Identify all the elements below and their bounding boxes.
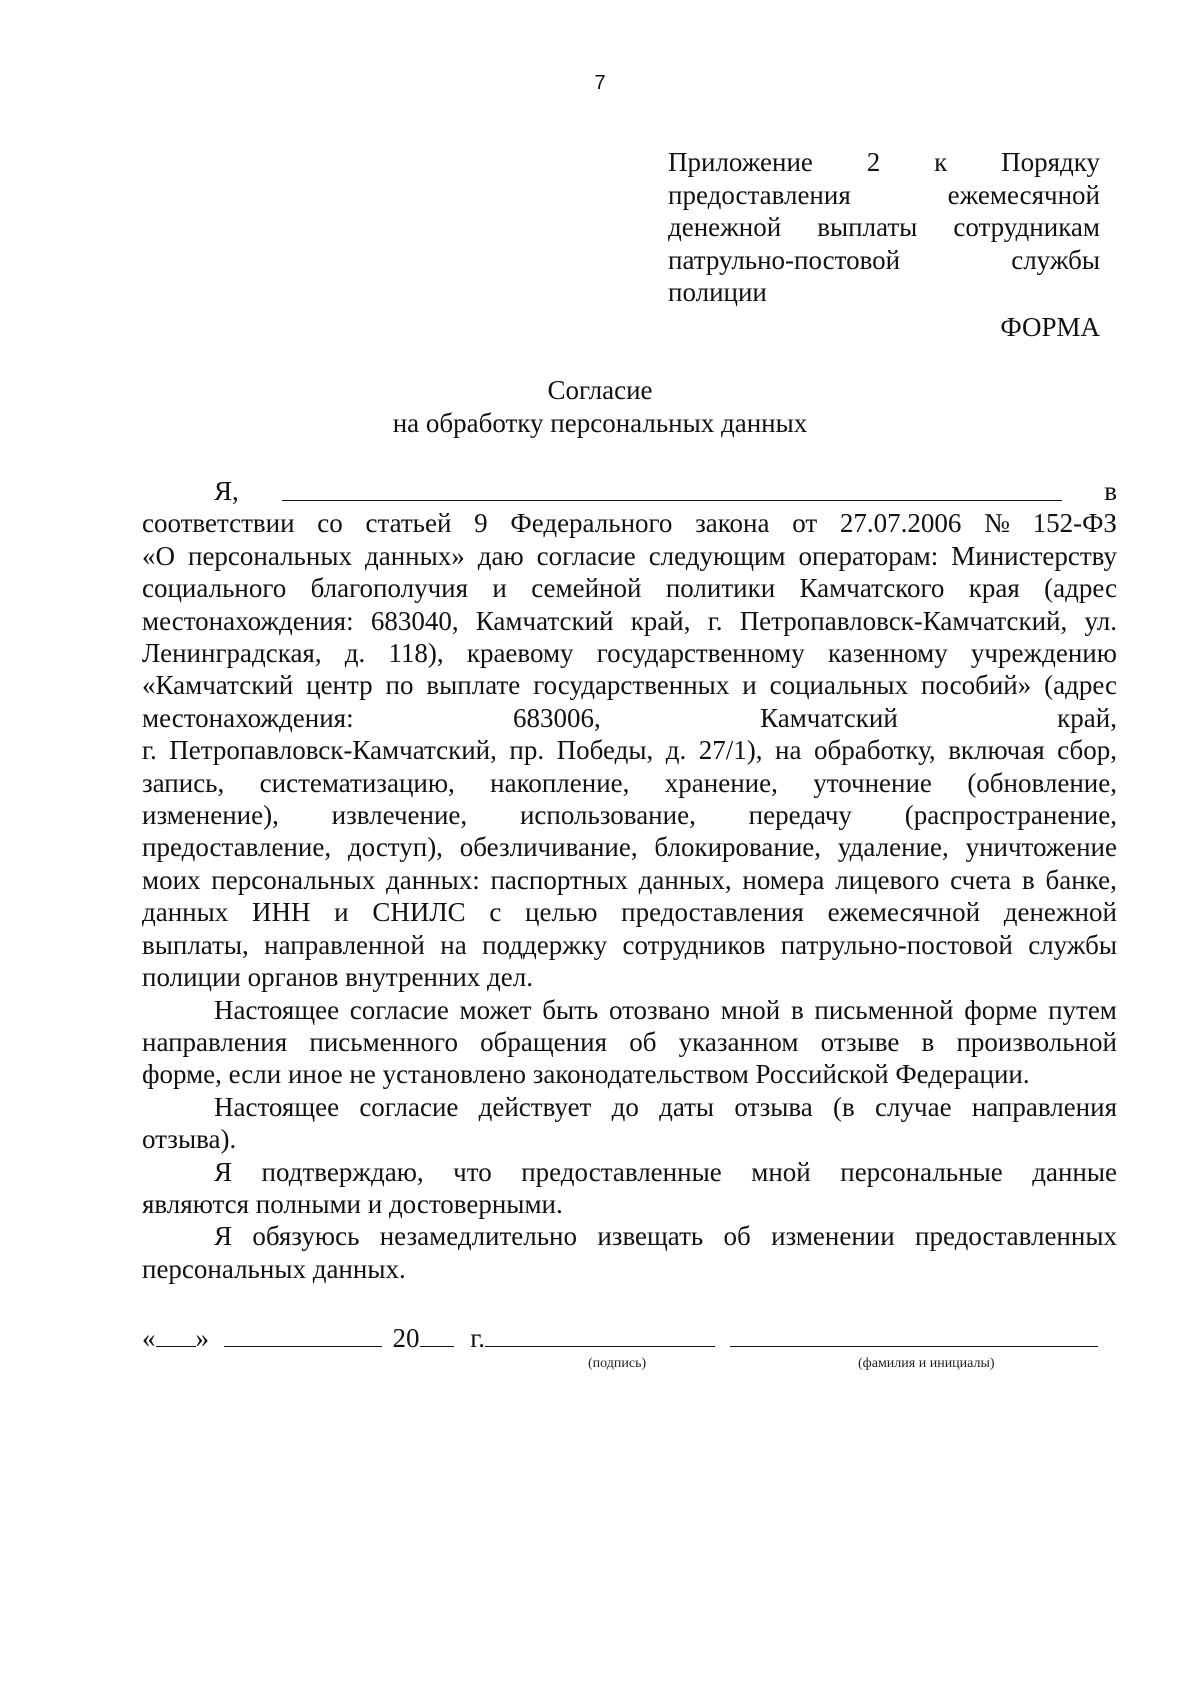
text-line: [142, 669, 1117, 701]
word: быть: [542, 994, 599, 1025]
word: счета: [950, 864, 1012, 895]
word: Ленинградская,: [142, 638, 322, 669]
word: пр.: [509, 735, 545, 766]
word: 152-ФЗ: [1032, 508, 1117, 539]
word: сбор,: [1057, 735, 1117, 766]
word: «О: [142, 540, 175, 571]
appendix-line: [668, 146, 1100, 179]
word: накопление,: [490, 767, 630, 798]
word: статьей: [365, 508, 452, 539]
signature-block: [142, 1322, 1117, 1354]
word: мной: [720, 994, 781, 1025]
text-line-last: персональных данных.: [142, 1253, 406, 1284]
word: учреждению: [970, 638, 1117, 669]
month-blank[interactable]: [224, 1322, 382, 1347]
text-line: [142, 507, 1117, 539]
word: денежной: [1003, 897, 1117, 928]
appendix-word: Порядку: [1001, 147, 1100, 177]
word: (адрес: [1044, 670, 1117, 701]
text-line-last: полиции органов внутренних дел.: [142, 962, 533, 993]
appendix-word: денежной: [668, 212, 782, 242]
word: предоставленные: [521, 1156, 722, 1187]
word: Победы,: [556, 735, 654, 766]
word: ежемесячной: [827, 897, 981, 928]
word: Я: [214, 1156, 233, 1187]
word: 118),: [388, 638, 444, 669]
appendix-word: выплаты: [817, 212, 918, 242]
appendix-line: [668, 179, 1100, 212]
text-line: [142, 605, 1117, 637]
word: казенному: [827, 638, 948, 669]
word: Камчатский: [760, 702, 898, 733]
word: передачу: [748, 800, 852, 831]
word: операторам:: [798, 540, 939, 571]
word: извещать: [597, 1221, 704, 1252]
word: краевому: [466, 638, 574, 669]
word: Федерального: [510, 508, 673, 539]
text-line: [142, 929, 1117, 961]
year-prefix: 20: [392, 1323, 420, 1353]
word: 9: [474, 508, 488, 539]
word: подтверждаю,: [261, 1156, 424, 1187]
word: край,: [630, 605, 691, 636]
text-line: [142, 637, 1117, 669]
word: (адрес: [1044, 573, 1117, 604]
word: изменение),: [142, 800, 279, 831]
text-line: [142, 540, 1117, 572]
word: выплате: [426, 670, 521, 701]
word: (обновление,: [967, 767, 1117, 798]
word: и: [492, 573, 507, 604]
word: край,: [1057, 702, 1117, 733]
appendix-word: Приложение: [668, 147, 813, 177]
word: предоставление,: [142, 832, 332, 863]
text-line: [142, 1220, 1117, 1252]
title-line-2: на обработку персональных данных: [392, 407, 808, 438]
page-number: 7: [594, 72, 606, 94]
word: от: [792, 508, 818, 539]
year-blank[interactable]: [420, 1322, 454, 1347]
text-line-last: отзыва).: [142, 1124, 237, 1155]
word: патрульно-постовой: [780, 929, 1013, 960]
word: СНИЛС: [372, 897, 466, 928]
year-suffix: г.: [470, 1323, 486, 1353]
text-line: [142, 702, 1117, 734]
word: персональных: [211, 864, 376, 895]
word: обязуюсь: [252, 1221, 360, 1252]
word: 27.07.2006: [839, 508, 962, 539]
document-title: [0, 374, 1200, 439]
word: Министерству: [951, 540, 1117, 571]
text-line: [142, 1091, 1117, 1123]
word: в: [921, 1026, 935, 1057]
word: персональные: [840, 1156, 1003, 1187]
text-line-last: форме, если иное не установлено законодательством Российской Федерации.: [142, 1059, 1030, 1090]
word: удаление,: [837, 832, 949, 863]
word: в: [790, 994, 804, 1025]
word: в: [1022, 864, 1035, 895]
appendix-word: службы: [1011, 244, 1100, 275]
word: моих: [142, 864, 201, 895]
paragraphs: [142, 507, 1117, 1285]
word: Настоящее: [214, 1091, 340, 1122]
word: путем: [1048, 994, 1117, 1025]
word: семейной: [531, 573, 642, 604]
word: предоставленных: [915, 1221, 1117, 1252]
appendix-word: 2: [866, 147, 881, 177]
word: согласие: [536, 540, 636, 571]
text-line: [142, 1156, 1117, 1188]
word: банке,: [1045, 864, 1117, 895]
word: отзыва: [734, 1091, 813, 1122]
word: по: [385, 670, 414, 701]
text-line-last: являются полными и достоверными.: [142, 1188, 563, 1219]
word: согласие: [359, 1091, 459, 1122]
word: Камчатский: [475, 605, 614, 636]
word: может: [459, 994, 532, 1025]
appendix-line: [668, 211, 1100, 244]
text-line: [142, 1026, 1117, 1058]
appendix-word: патрульно-постовой: [668, 244, 901, 275]
appendix-word: сотрудникам: [953, 212, 1100, 242]
word: №: [984, 508, 1010, 539]
word: ул.: [1084, 605, 1117, 636]
quote-open: «: [142, 1323, 156, 1353]
word: что: [453, 1156, 492, 1187]
appendix-word: полиции: [668, 277, 767, 307]
word: Петропавловск-Камчатский,: [169, 735, 497, 766]
quote-close: »: [195, 1323, 209, 1353]
word: обработку,: [813, 735, 936, 766]
word: направления: [971, 1091, 1117, 1122]
word: хранение,: [664, 767, 778, 798]
word: Настоящее: [214, 994, 340, 1025]
text-line: [142, 799, 1117, 831]
word: случае: [875, 1091, 952, 1122]
word: незамедлительно: [379, 1221, 578, 1252]
word: выплаты,: [142, 929, 249, 960]
word: форме: [964, 994, 1038, 1025]
word: пособий»: [920, 670, 1032, 701]
word: персональных: [188, 540, 352, 571]
word: Я: [214, 1221, 233, 1252]
consent-body: [142, 475, 1117, 1285]
word: обезличивание,: [459, 832, 638, 863]
word: письменного: [309, 1026, 458, 1057]
full-name-blank[interactable]: [282, 475, 1062, 501]
word: направления: [142, 1026, 288, 1057]
word: государственных: [533, 670, 730, 701]
word: об: [723, 1221, 751, 1252]
appendix-line: [668, 276, 1100, 309]
word: предоставления: [621, 897, 804, 928]
word: блокирование,: [654, 832, 822, 863]
word: обращения: [480, 1026, 607, 1057]
word: систематизацию,: [259, 767, 455, 798]
text-line: [142, 734, 1117, 766]
signature-caption: (подпись): [588, 1356, 647, 1371]
word: извлечение,: [331, 800, 468, 831]
day-blank[interactable]: [156, 1322, 196, 1347]
name-blank[interactable]: [730, 1322, 1098, 1347]
word: ИНН: [251, 897, 311, 928]
word: с: [489, 897, 502, 928]
word: 683006,: [512, 702, 601, 733]
appendix-word: ежемесячной: [947, 179, 1100, 210]
word: уточнение: [813, 767, 932, 798]
text-line: [142, 572, 1117, 604]
word: и: [334, 897, 349, 928]
word: (распространение,: [904, 800, 1117, 831]
word: направленной: [264, 929, 425, 960]
appendix-line: [668, 244, 1100, 277]
text-line: [142, 864, 1117, 896]
word: письменной: [814, 994, 954, 1025]
word: 683040,: [370, 605, 459, 636]
name-caption: (фамилия и инициалы): [858, 1356, 995, 1371]
word: социального: [142, 573, 287, 604]
appendix-word: предоставления: [668, 179, 851, 210]
word: края: [968, 573, 1020, 604]
appendix-word: к: [934, 147, 948, 177]
word: целью: [525, 897, 598, 928]
word: данных»: [364, 540, 465, 571]
word: социальных: [769, 670, 909, 701]
word: и: [742, 670, 757, 701]
word: согласие: [349, 994, 449, 1025]
word: со: [317, 508, 343, 539]
word: уничтожение: [965, 832, 1117, 863]
word: Петропавловск-Камчатский,: [739, 605, 1068, 636]
word: до: [611, 1091, 639, 1122]
intro-pronoun: Я,: [214, 476, 239, 506]
word: на: [775, 735, 802, 766]
text-line: [142, 896, 1117, 928]
word: лицевого: [835, 864, 940, 895]
word: отозвано: [608, 994, 711, 1025]
intro-line: [142, 475, 1117, 507]
word: д.: [665, 735, 687, 766]
word: данных:: [385, 864, 480, 895]
word: 27/1),: [698, 735, 763, 766]
intro-preposition: в: [1104, 476, 1117, 506]
word: номера: [742, 864, 825, 895]
word: службы: [1028, 929, 1117, 960]
word: закона: [695, 508, 770, 539]
word: поддержку: [482, 929, 608, 960]
word: соответствии: [142, 508, 295, 539]
form-label: ФОРМА: [1000, 311, 1100, 342]
word: даю: [477, 540, 524, 571]
word: государственному: [596, 638, 805, 669]
word: запись,: [142, 767, 225, 798]
word: данных: [142, 897, 229, 928]
word: местонахождения:: [142, 702, 354, 733]
word: «Камчатский: [142, 670, 294, 701]
word: мной: [751, 1156, 811, 1187]
appendix-note: [668, 146, 1100, 343]
word: изменении: [771, 1221, 895, 1252]
text-line: [142, 831, 1117, 863]
word: благополучия: [310, 573, 469, 604]
word: отзыве: [820, 1026, 900, 1057]
word: данных,: [638, 864, 732, 895]
word: д.: [344, 638, 366, 669]
word: указанном: [678, 1026, 799, 1057]
word: центр: [306, 670, 373, 701]
word: произвольной: [956, 1026, 1117, 1057]
signature-blank[interactable]: [485, 1322, 715, 1347]
word: использование,: [519, 800, 696, 831]
word: г.: [142, 735, 157, 766]
word: паспортных: [490, 864, 628, 895]
word: действует: [478, 1091, 592, 1122]
word: даты: [659, 1091, 715, 1122]
word: Камчатского: [799, 573, 945, 604]
word: на: [440, 929, 467, 960]
word: доступ),: [347, 832, 443, 863]
word: местонахождения:: [142, 605, 354, 636]
word: г.: [707, 605, 723, 636]
text-line: [142, 994, 1117, 1026]
word: сотрудников: [622, 929, 766, 960]
word: (в: [833, 1091, 855, 1122]
title-line-1: Согласие: [547, 375, 653, 405]
word: политики: [665, 573, 776, 604]
word: следующим: [648, 540, 786, 571]
word: данные: [1032, 1156, 1117, 1187]
word: об: [629, 1026, 657, 1057]
word: включая: [948, 735, 1045, 766]
text-line: [142, 767, 1117, 799]
